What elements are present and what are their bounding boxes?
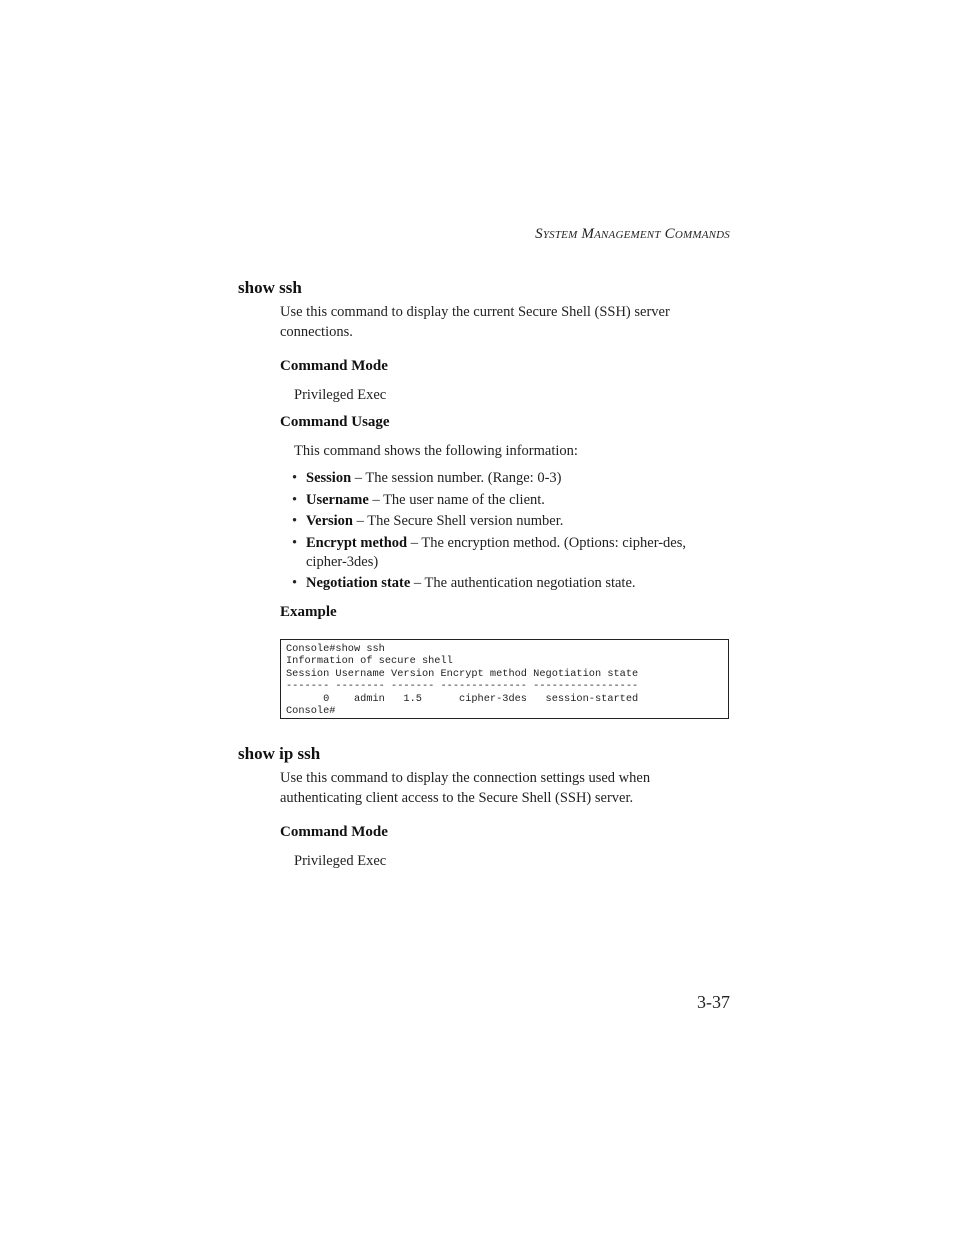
bullet-icon: • [292, 534, 298, 551]
list-item: • Username – The user name of the client. [292, 491, 545, 508]
show-ssh-command-mode-heading: Command Mode [280, 358, 388, 374]
show-ip-ssh-command-mode-heading: Command Mode [280, 824, 388, 840]
show-ip-ssh-command-mode: Privileged Exec [294, 853, 387, 869]
example-code: Console#show ssh Information of secure shell Session Username Version Encrypt method Negotiation state ------- -------- ------- -------------- ----------------- 0 admin 1.5 cipher-3des session-started Console# [286, 643, 639, 718]
show-ssh-command-usage-heading: Command Usage [280, 414, 390, 430]
show-ip-ssh-description: Use this command to display the connection settings used when authenticating client access to the Secure Shell (SSH) server. [280, 770, 651, 806]
bullet-icon: • [292, 491, 298, 508]
section-title-show-ip-ssh: show ip ssh [238, 744, 321, 763]
bullet-icon: • [292, 470, 298, 486]
list-item: • Encrypt method – The encryption method. (Options: cipher-des, cipher-3des) [292, 534, 687, 570]
usage-bullet-list [292, 469, 732, 596]
show-ssh-description: Use this command to display the current Secure Shell (SSH) server connections. [280, 304, 670, 340]
show-ssh-usage-intro: This command shows the following information: [294, 443, 578, 459]
bullet-icon: • [292, 513, 298, 529]
example-code-box [280, 639, 729, 719]
running-head: System Management Commands [535, 226, 730, 242]
list-item: • Session – The session number. (Range: 0-3) [292, 470, 562, 486]
bullet-icon: • [292, 575, 298, 591]
list-item: • Version – The Secure Shell version number. [292, 513, 564, 529]
section-title-show-ssh: show ssh [238, 278, 302, 297]
show-ssh-example-heading: Example [280, 604, 337, 620]
list-item: • Negotiation state – The authentication negotiation state. [292, 575, 636, 591]
page-number: 3-37 [697, 992, 730, 1012]
show-ssh-command-mode: Privileged Exec [294, 387, 387, 403]
